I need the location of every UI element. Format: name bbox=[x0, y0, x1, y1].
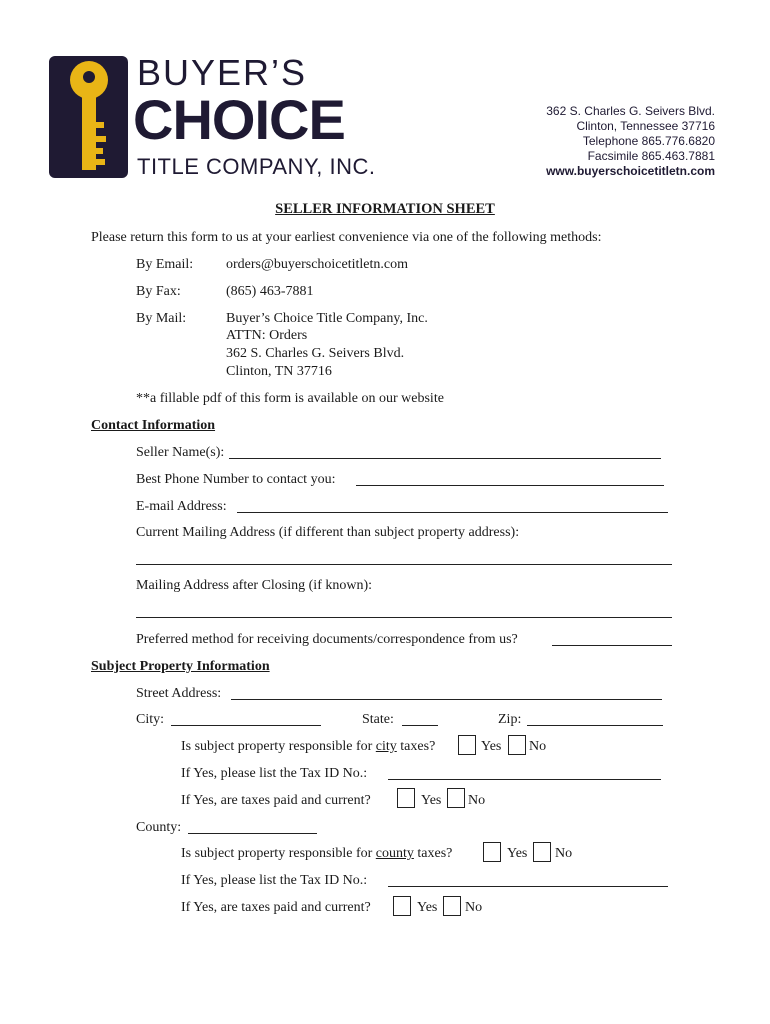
county-field[interactable] bbox=[188, 833, 317, 834]
method-email-label: By Email: bbox=[136, 257, 194, 272]
city-tax-no-label: No bbox=[529, 739, 547, 754]
county-tax-question: Is subject property responsible for county taxes? bbox=[181, 846, 453, 861]
county-taxes-paid-label: If Yes, are taxes paid and current? bbox=[181, 900, 371, 915]
county-taxes-paid-yes-label: Yes bbox=[417, 900, 438, 915]
contact-heading: Contact Information bbox=[91, 418, 216, 433]
best-phone-label: Best Phone Number to contact you: bbox=[136, 472, 336, 487]
method-mail-line1: Buyer’s Choice Title Company, Inc. bbox=[226, 311, 428, 326]
logo-block bbox=[49, 56, 128, 178]
county-tax-no-checkbox[interactable] bbox=[533, 842, 551, 862]
address-facsimile: Facsimile 865.463.7881 bbox=[587, 149, 715, 163]
city-taxes-paid-label: If Yes, are taxes paid and current? bbox=[181, 793, 371, 808]
city-tax-yes-checkbox[interactable] bbox=[458, 735, 476, 755]
logo-text-title-company: TITLE COMPANY, INC. bbox=[137, 154, 376, 179]
method-mail-line2: ATTN: Orders bbox=[226, 328, 308, 343]
address-street: 362 S. Charles G. Seivers Blvd. bbox=[546, 104, 715, 118]
county-tax-no-label: No bbox=[555, 846, 573, 861]
city-taxes-paid-yes-label: Yes bbox=[421, 793, 442, 808]
method-fax-value: (865) 463-7881 bbox=[226, 284, 314, 299]
state-label: State: bbox=[362, 712, 394, 727]
city-tax-id-label: If Yes, please list the Tax ID No.: bbox=[181, 766, 368, 781]
county-tax-yes-checkbox[interactable] bbox=[483, 842, 501, 862]
key-icon bbox=[49, 56, 128, 178]
address-website[interactable]: www.buyerschoicetitletn.com bbox=[546, 164, 715, 178]
street-address-field[interactable] bbox=[231, 699, 662, 700]
city-taxes-paid-no-label: No bbox=[468, 793, 486, 808]
seller-names-field[interactable] bbox=[229, 458, 661, 459]
street-address-label: Street Address: bbox=[136, 686, 222, 701]
city-taxes-paid-yes-checkbox[interactable] bbox=[397, 788, 415, 808]
city-field[interactable] bbox=[171, 725, 321, 726]
logo-text-choice: CHOICE bbox=[133, 88, 345, 151]
city-tax-yes-label: Yes bbox=[481, 739, 502, 754]
property-heading: Subject Property Information bbox=[91, 659, 270, 674]
current-mailing-field[interactable] bbox=[136, 564, 672, 565]
method-mail-label: By Mail: bbox=[136, 311, 187, 326]
mailing-after-label: Mailing Address after Closing (if known): bbox=[136, 578, 373, 593]
county-label: County: bbox=[136, 820, 182, 835]
city-tax-no-checkbox[interactable] bbox=[508, 735, 526, 755]
city-taxes-paid-no-checkbox[interactable] bbox=[447, 788, 465, 808]
zip-field[interactable] bbox=[527, 725, 663, 726]
best-phone-field[interactable] bbox=[356, 485, 664, 486]
address-telephone: Telephone 865.776.6820 bbox=[582, 134, 715, 148]
preferred-method-field[interactable] bbox=[552, 645, 672, 646]
state-field[interactable] bbox=[402, 725, 438, 726]
method-fax-label: By Fax: bbox=[136, 284, 181, 299]
county-taxes-paid-yes-checkbox[interactable] bbox=[393, 896, 411, 916]
method-mail-line4: Clinton, TN 37716 bbox=[226, 364, 332, 379]
zip-label: Zip: bbox=[498, 712, 522, 727]
seller-names-label: Seller Name(s): bbox=[136, 445, 225, 460]
preferred-method-label: Preferred method for receiving documents/correspondence from us? bbox=[136, 632, 518, 647]
intro-text: Please return this form to us at your earliest convenience via one of the following methods: bbox=[91, 230, 602, 245]
address-city: Clinton, Tennessee 37716 bbox=[576, 119, 715, 133]
header-address bbox=[546, 104, 715, 179]
county-tax-id-label: If Yes, please list the Tax ID No.: bbox=[181, 873, 368, 888]
email-field[interactable] bbox=[237, 512, 668, 513]
county-taxes-paid-no-label: No bbox=[465, 900, 483, 915]
county-tax-id-field[interactable] bbox=[388, 886, 668, 887]
city-tax-id-field[interactable] bbox=[388, 779, 661, 780]
email-label: E-mail Address: bbox=[136, 499, 227, 514]
page-title: SELLER INFORMATION SHEET bbox=[275, 201, 495, 217]
city-tax-question: Is subject property responsible for city taxes? bbox=[181, 739, 436, 754]
logo-text-buyers: BUYER’S bbox=[137, 52, 308, 93]
method-mail-line3: 362 S. Charles G. Seivers Blvd. bbox=[226, 346, 405, 361]
fillable-note: **a fillable pdf of this form is available on our website bbox=[136, 391, 444, 406]
county-taxes-paid-no-checkbox[interactable] bbox=[443, 896, 461, 916]
city-label: City: bbox=[136, 712, 165, 727]
county-tax-yes-label: Yes bbox=[507, 846, 528, 861]
current-mailing-label: Current Mailing Address (if different than subject property address): bbox=[136, 525, 520, 540]
method-email-value[interactable]: orders@buyerschoicetitletn.com bbox=[226, 257, 408, 272]
mailing-after-field[interactable] bbox=[136, 617, 672, 618]
